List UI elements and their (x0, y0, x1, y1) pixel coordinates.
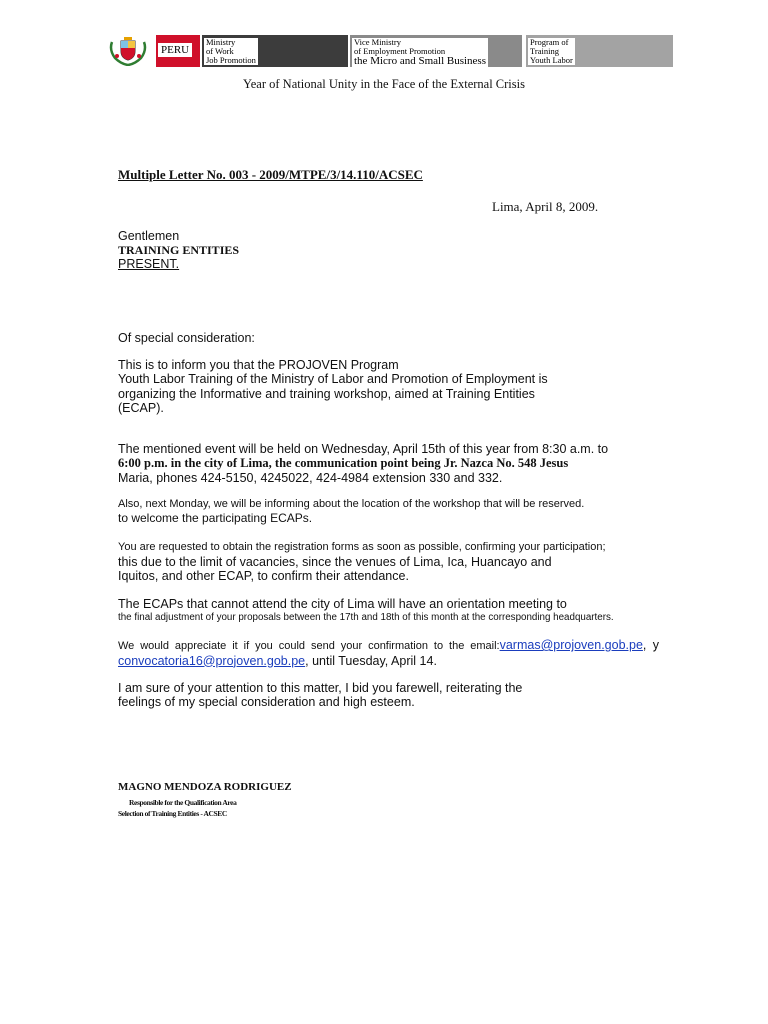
present-line: PRESENT. (118, 257, 180, 271)
salutation: Gentlemen (118, 229, 180, 243)
paragraph-line: You are requested to obtain the registration forms as soon as possible, confirming your participation; (118, 541, 606, 553)
paragraph-announcement (118, 358, 663, 415)
paragraph-line: Maria, phones 424-5150, 4245022, 424-4984 extension 330 and 332. (118, 470, 503, 485)
country-tag: PERU (158, 43, 192, 57)
confirmation-line (118, 654, 659, 668)
recipient: TRAINING ENTITIES (118, 243, 240, 257)
ministry-band (202, 35, 348, 67)
program-line: Youth Labor (530, 55, 573, 65)
paragraph-line: Youth Labor Training of the Ministry of Labor and Promotion of Employment is (118, 372, 548, 387)
paragraph-line: This is to inform you that the PROJOVEN Program (118, 358, 399, 372)
letter-date: Lima, April 8, 2009. (492, 199, 599, 214)
paragraph-event (118, 442, 663, 485)
program-line: Program of (530, 37, 569, 47)
confirmation-deadline: , until Tuesday, April 14. (305, 653, 437, 668)
paragraph-line: this due to the limit of vacancies, since the venues of Lima, Ica, Huancayo and (118, 554, 552, 569)
paragraph-orientation (118, 597, 663, 626)
paragraph-line: The mentioned event will be held on Wednesday, April 15th of this year from 8:30 a.m. to (118, 442, 609, 456)
paragraph-line: feelings of my special consideration and high esteem. (118, 695, 415, 710)
paragraph-line: organizing the Informative and training workshop, aimed at Training Entities (118, 386, 535, 401)
paragraph-location (118, 498, 678, 525)
vice-ministry-label (352, 38, 488, 67)
letter-reference: Multiple Letter No. 003 - 2009/MTPE/3/14.110/ACSEC (118, 167, 423, 182)
paragraph-registration (118, 541, 678, 583)
vice-ministry-line: of Employment Promotion (354, 46, 446, 56)
paragraph-line: to welcome the participating ECAPs. (118, 510, 313, 525)
ministry-line: of Work (206, 46, 234, 56)
program-line: Training (530, 46, 559, 56)
vice-ministry-line: Vice Ministry (354, 37, 401, 47)
paragraph-line: Iquitos, and other ECAP, to confirm their attendance. (118, 568, 409, 583)
program-label (528, 38, 575, 65)
year-tagline: Year of National Unity in the Face of the External Crisis (242, 77, 525, 91)
paragraph-confirmation (118, 638, 659, 668)
paragraph-line: the final adjustment of your proposals between the 17th and 18th of this month at the corresponding headquarters. (118, 612, 614, 624)
program-band (526, 35, 673, 67)
coat-of-arms-icon (109, 36, 147, 66)
confirmation-line (118, 638, 659, 654)
vice-ministry-band (350, 35, 522, 67)
ministry-line: Ministry (206, 37, 236, 47)
confirmation-joiner: , y (642, 638, 659, 652)
ministry-line: Job Promotion (206, 55, 256, 65)
paragraph-line: Also, next Monday, we will be informing about the location of the workshop that will be reserved. (118, 498, 585, 510)
signature-department: Selection of Training Entities - ACSEC (118, 809, 227, 818)
peru-logo (156, 35, 200, 67)
email-link-varmas[interactable]: varmas@projoven.gob.pe (499, 638, 643, 652)
email-link-convocatoria[interactable]: convocatoria16@projoven.gob.pe (118, 653, 306, 668)
signature-role: Responsible for the Qualification Area (129, 798, 237, 807)
paragraph-farewell (118, 681, 663, 710)
paragraph-line: I am sure of your attention to this matter, I bid you farewell, reiterating the (118, 681, 523, 695)
paragraph-line: (ECAP). (118, 400, 164, 415)
signature-name: MAGNO MENDOZA RODRIGUEZ (118, 781, 292, 793)
confirmation-lead: We would appreciate it if you could send your confirmation to the email: (118, 640, 500, 652)
paragraph-line: The ECAPs that cannot attend the city of Lima will have an orientation meeting to (118, 597, 567, 611)
opening-line: Of special consideration: (118, 331, 255, 345)
ministry-label (204, 38, 258, 65)
paragraph-line: 6:00 p.m. in the city of Lima, the communication point being Jr. Nazca No. 548 Jesus (118, 456, 569, 471)
vice-ministry-line: the Micro and Small Business (354, 55, 486, 67)
